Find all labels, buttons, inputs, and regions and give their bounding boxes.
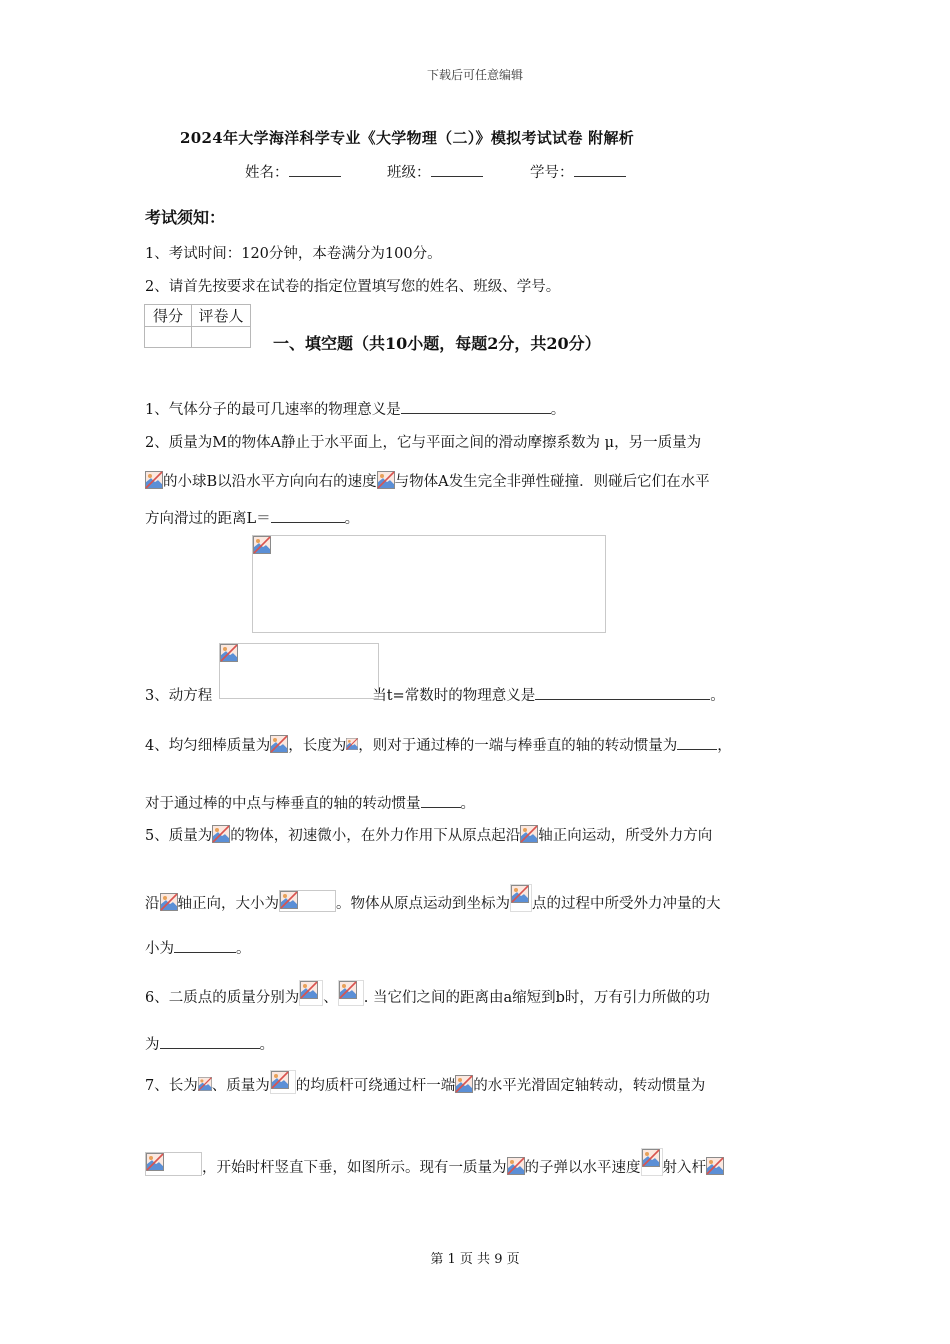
question-text: 的物体，初速微小，在外力作用下从原点起沿 [230,828,521,844]
question-text: 、质量为 [211,1078,270,1094]
grader-cell[interactable] [192,327,251,348]
question-6-line-2 [145,1033,274,1054]
notice-item: 1、考试时间：120分钟，本卷满分为100分。 [145,246,442,262]
grader-header: 评卷人 [192,305,251,327]
question-text: 的均质杆可绕通过杆一端 [295,1078,456,1094]
broken-image-icon [520,825,538,843]
question-text: 。 [460,796,475,812]
broken-image-icon [339,981,357,999]
broken-image-icon [146,1153,164,1171]
answer-blank[interactable] [401,399,551,414]
broken-image-icon [507,1157,525,1175]
score-header: 得分 [145,305,192,327]
question-text: 、 [323,990,338,1006]
question-text: 轴正向运动，所受外力方向 [538,828,713,844]
question-text: 6、二质点的质量分别为 [145,990,300,1006]
question-5-line-2 [145,884,721,913]
question-text: 方向滑过的距离L＝ [145,511,271,527]
question-text: 1、气体分子的最可几速率的物理意义是 [145,402,401,418]
question-text: 7、长为 [145,1078,198,1094]
answer-blank[interactable] [535,685,710,700]
question-text: ，则对于通过棒的一端与棒垂直的轴的转动惯量为 [358,738,678,754]
class-label: 班级： [387,165,431,181]
header-note: 下载后可任意编辑 [426,68,523,82]
question-5-line-1 [145,824,712,845]
question-6-line-1 [145,980,710,1007]
question-text: 。 [259,1037,274,1053]
broken-image-icon [270,735,288,753]
broken-image-icon [642,1149,660,1167]
broken-image-icon [145,471,163,489]
id-blank[interactable] [574,162,626,177]
question-text: 。 [550,402,566,418]
notice-item: 2、请首先按要求在试卷的指定位置填写您的姓名、班级、学号。 [145,279,561,295]
question-text: 。 [710,688,725,704]
question-text: 3、动方程 [145,688,213,704]
broken-image-icon [706,1157,724,1175]
section-heading: 一、填空题（共10小题，每题2分，共20分） [273,334,601,353]
broken-image-icon [455,1075,473,1093]
question-text: ， [717,738,732,754]
question-text: 的子弹以水平速度 [524,1160,641,1176]
id-field [530,161,626,182]
question-text: . 当它们之间的距离由a缩短到b时，万有引力所做的功 [363,990,710,1006]
formula-placeholder [510,884,532,912]
broken-image-icon [511,885,529,903]
broken-image-icon [300,981,318,999]
question-text: 当t=常数时的物理意义是 [372,688,536,704]
score-cell[interactable] [145,327,192,348]
broken-image-icon [253,536,271,554]
broken-image-icon [280,891,298,909]
broken-image-icon [160,893,178,911]
class-blank[interactable] [431,162,483,177]
question-2-line-2 [145,470,710,491]
notice-heading: 考试须知： [145,208,226,227]
question-7-line-2 [145,1148,724,1177]
question-text: 5、质量为 [145,828,213,844]
question-text: ，长度为 [288,738,347,754]
name-label: 姓名： [245,165,289,181]
broken-image-icon [212,825,230,843]
broken-image-icon [377,471,395,489]
question-4-line-1 [145,734,732,755]
formula-placeholder [338,980,364,1006]
question-3 [145,684,725,705]
question-2-line-3 [145,507,359,528]
exam-title: 2024年大学海洋科学专业《大学物理（二）》模拟考试试卷 附解析 [180,129,635,147]
question-text: 射入杆 [662,1160,706,1176]
question-text: 对于通过棒的中点与棒垂直的轴的转动惯量 [145,796,421,812]
question-text: 的小球B以沿水平方向向右的速度 [163,474,377,490]
figure-placeholder [252,535,606,633]
broken-image-icon [271,1071,289,1089]
question-text: 。物体从原点运动到坐标为 [336,896,510,912]
broken-image-icon [346,735,358,753]
score-table [144,304,251,348]
answer-blank[interactable] [174,938,236,953]
id-label: 学号： [530,165,574,181]
question-text: 4、均匀细棒质量为 [145,738,271,754]
question-text: 的水平光滑固定轴转动，转动惯量为 [473,1078,706,1094]
class-field [387,161,483,182]
question-7-line-1 [145,1070,705,1095]
question-text: 。 [236,941,251,957]
page-footer: 第 1 页 共 9 页 [430,1252,520,1267]
formula-placeholder [270,1070,296,1094]
question-text: ，开始时杆竖直下垂，如图所示。现有一质量为 [202,1160,507,1176]
question-text: 。 [344,511,360,527]
name-field [245,161,341,182]
question-text: 轴正向，大小为 [177,896,279,912]
name-blank[interactable] [289,162,341,177]
question-4-line-2 [145,792,475,813]
question-2-line-1: 2、质量为M的物体A静止于水平面上，它与平面之间的滑动摩擦系数为 μ，另一质量为 [145,435,702,451]
answer-blank[interactable] [271,508,345,523]
answer-blank[interactable] [421,793,461,808]
formula-placeholder [279,890,336,912]
question-1 [145,398,565,419]
formula-placeholder [145,1152,202,1176]
answer-blank[interactable] [677,735,717,750]
question-text: 与物体A发生完全非弹性碰撞．则碰后它们在水平 [394,474,710,490]
question-text: 为 [145,1037,160,1053]
broken-image-icon [198,1075,212,1093]
question-5-line-3 [145,937,251,958]
answer-blank[interactable] [160,1034,260,1049]
question-text: 沿 [145,896,160,912]
question-text: 点的过程中所受外力冲量的大 [532,896,721,912]
question-text: 小为 [145,941,174,957]
broken-image-icon [220,644,238,662]
formula-placeholder [641,1148,663,1176]
formula-placeholder [299,980,323,1006]
